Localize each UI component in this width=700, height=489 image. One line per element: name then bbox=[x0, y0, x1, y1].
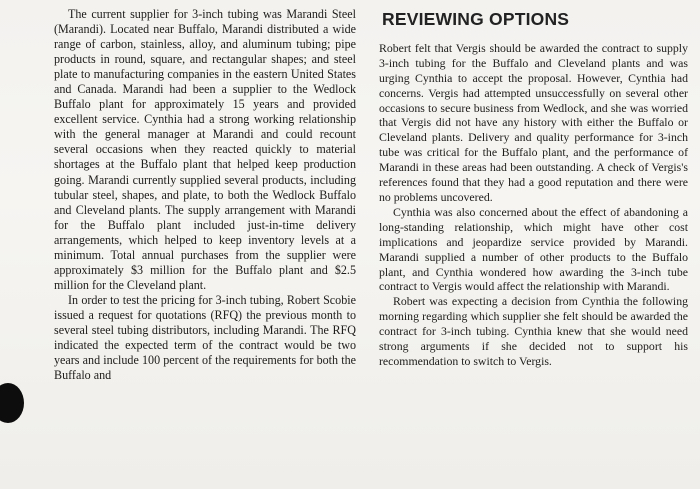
left-column bbox=[54, 7, 356, 383]
bullet-dot bbox=[0, 383, 24, 423]
right-column bbox=[379, 10, 688, 369]
paragraph-robert-vergis: Robert felt that Vergis should be awarded the contract to supply 3-inch tubing for the Buffalo and Cleveland plants and was urging Cynthia to accept the proposal. However, Cynthia had concerns. Vergis had attempted unsuccessfully on several other occasions to secure business from Wedlock, and she was worried that Vergis did not have any history with either the Buffalo or Cleveland plants. Delivery and quality performance for 3-inch tube was critical for the Buffalo plant, and the performance of Marandi in these areas had been outstanding. A check of Vergis's references found that they had a good reputation and there were no problems uncovered. bbox=[379, 40, 688, 204]
paragraph-rfq: In order to test the pricing for 3-inch tubing, Robert Scobie issued a request for quotations (RFQ) the previous month to several steel tubing distributors, including Marandi. The RFQ indicated the expected term of the contract would be two years and include 100 percent of the requirements for both the Buffalo and bbox=[54, 292, 356, 383]
paragraph-cynthia-concerns: Cynthia was also concerned about the effect of abandoning a long-standing relationship, which might have other cost implications and jeopardize service provided by Marandi. Marandi supplied a number of other products to the Buffalo plant, and Cynthia wondered how awarding the 3-inch tube contract to Vergis would affect the relationship with Marandi. bbox=[379, 204, 688, 294]
paragraph-decision: Robert was expecting a decision from Cynthia the following morning regarding which supplier she felt should be awarded the contract for 3-inch tubing. Cynthia knew that she would need strong arguments if she decided not to support his recommendation to switch to Vergis. bbox=[379, 294, 688, 368]
section-heading: REVIEWING OPTIONS bbox=[382, 9, 570, 29]
paragraph-marandi-supplier: The current supplier for 3-inch tubing was Marandi Steel (Marandi). Located near Buffalo, Marandi distributed a wide range of carbon, stainless, alloy, and aluminum tubing; pipe products in round, square, and rectangular shapes; and steel plate to manufacturing companies in the eastern United States and Canada. Marandi had been a supplier to the Wedlock Buffalo plant for approximately 15 years and provided excellent service. Cynthia had a strong working relationship with the general manager at Marandi and could recount several occasions when they reacted quickly to material shortages at the Buffalo plant that helped keep production going. Marandi currently supplied several products, including tubular steel, shapes, and plate, to both the Wedlock Buffalo and Cleveland plants. The supply arrangement with Marandi for the Buffalo plant included just-in-time delivery arrangements, which helped to keep inventory levels at a minimum. Total annual purchases from the supplier were approximately $3 million for the Buffalo plant and $2.5 million for the Cleveland plant. bbox=[54, 7, 356, 292]
